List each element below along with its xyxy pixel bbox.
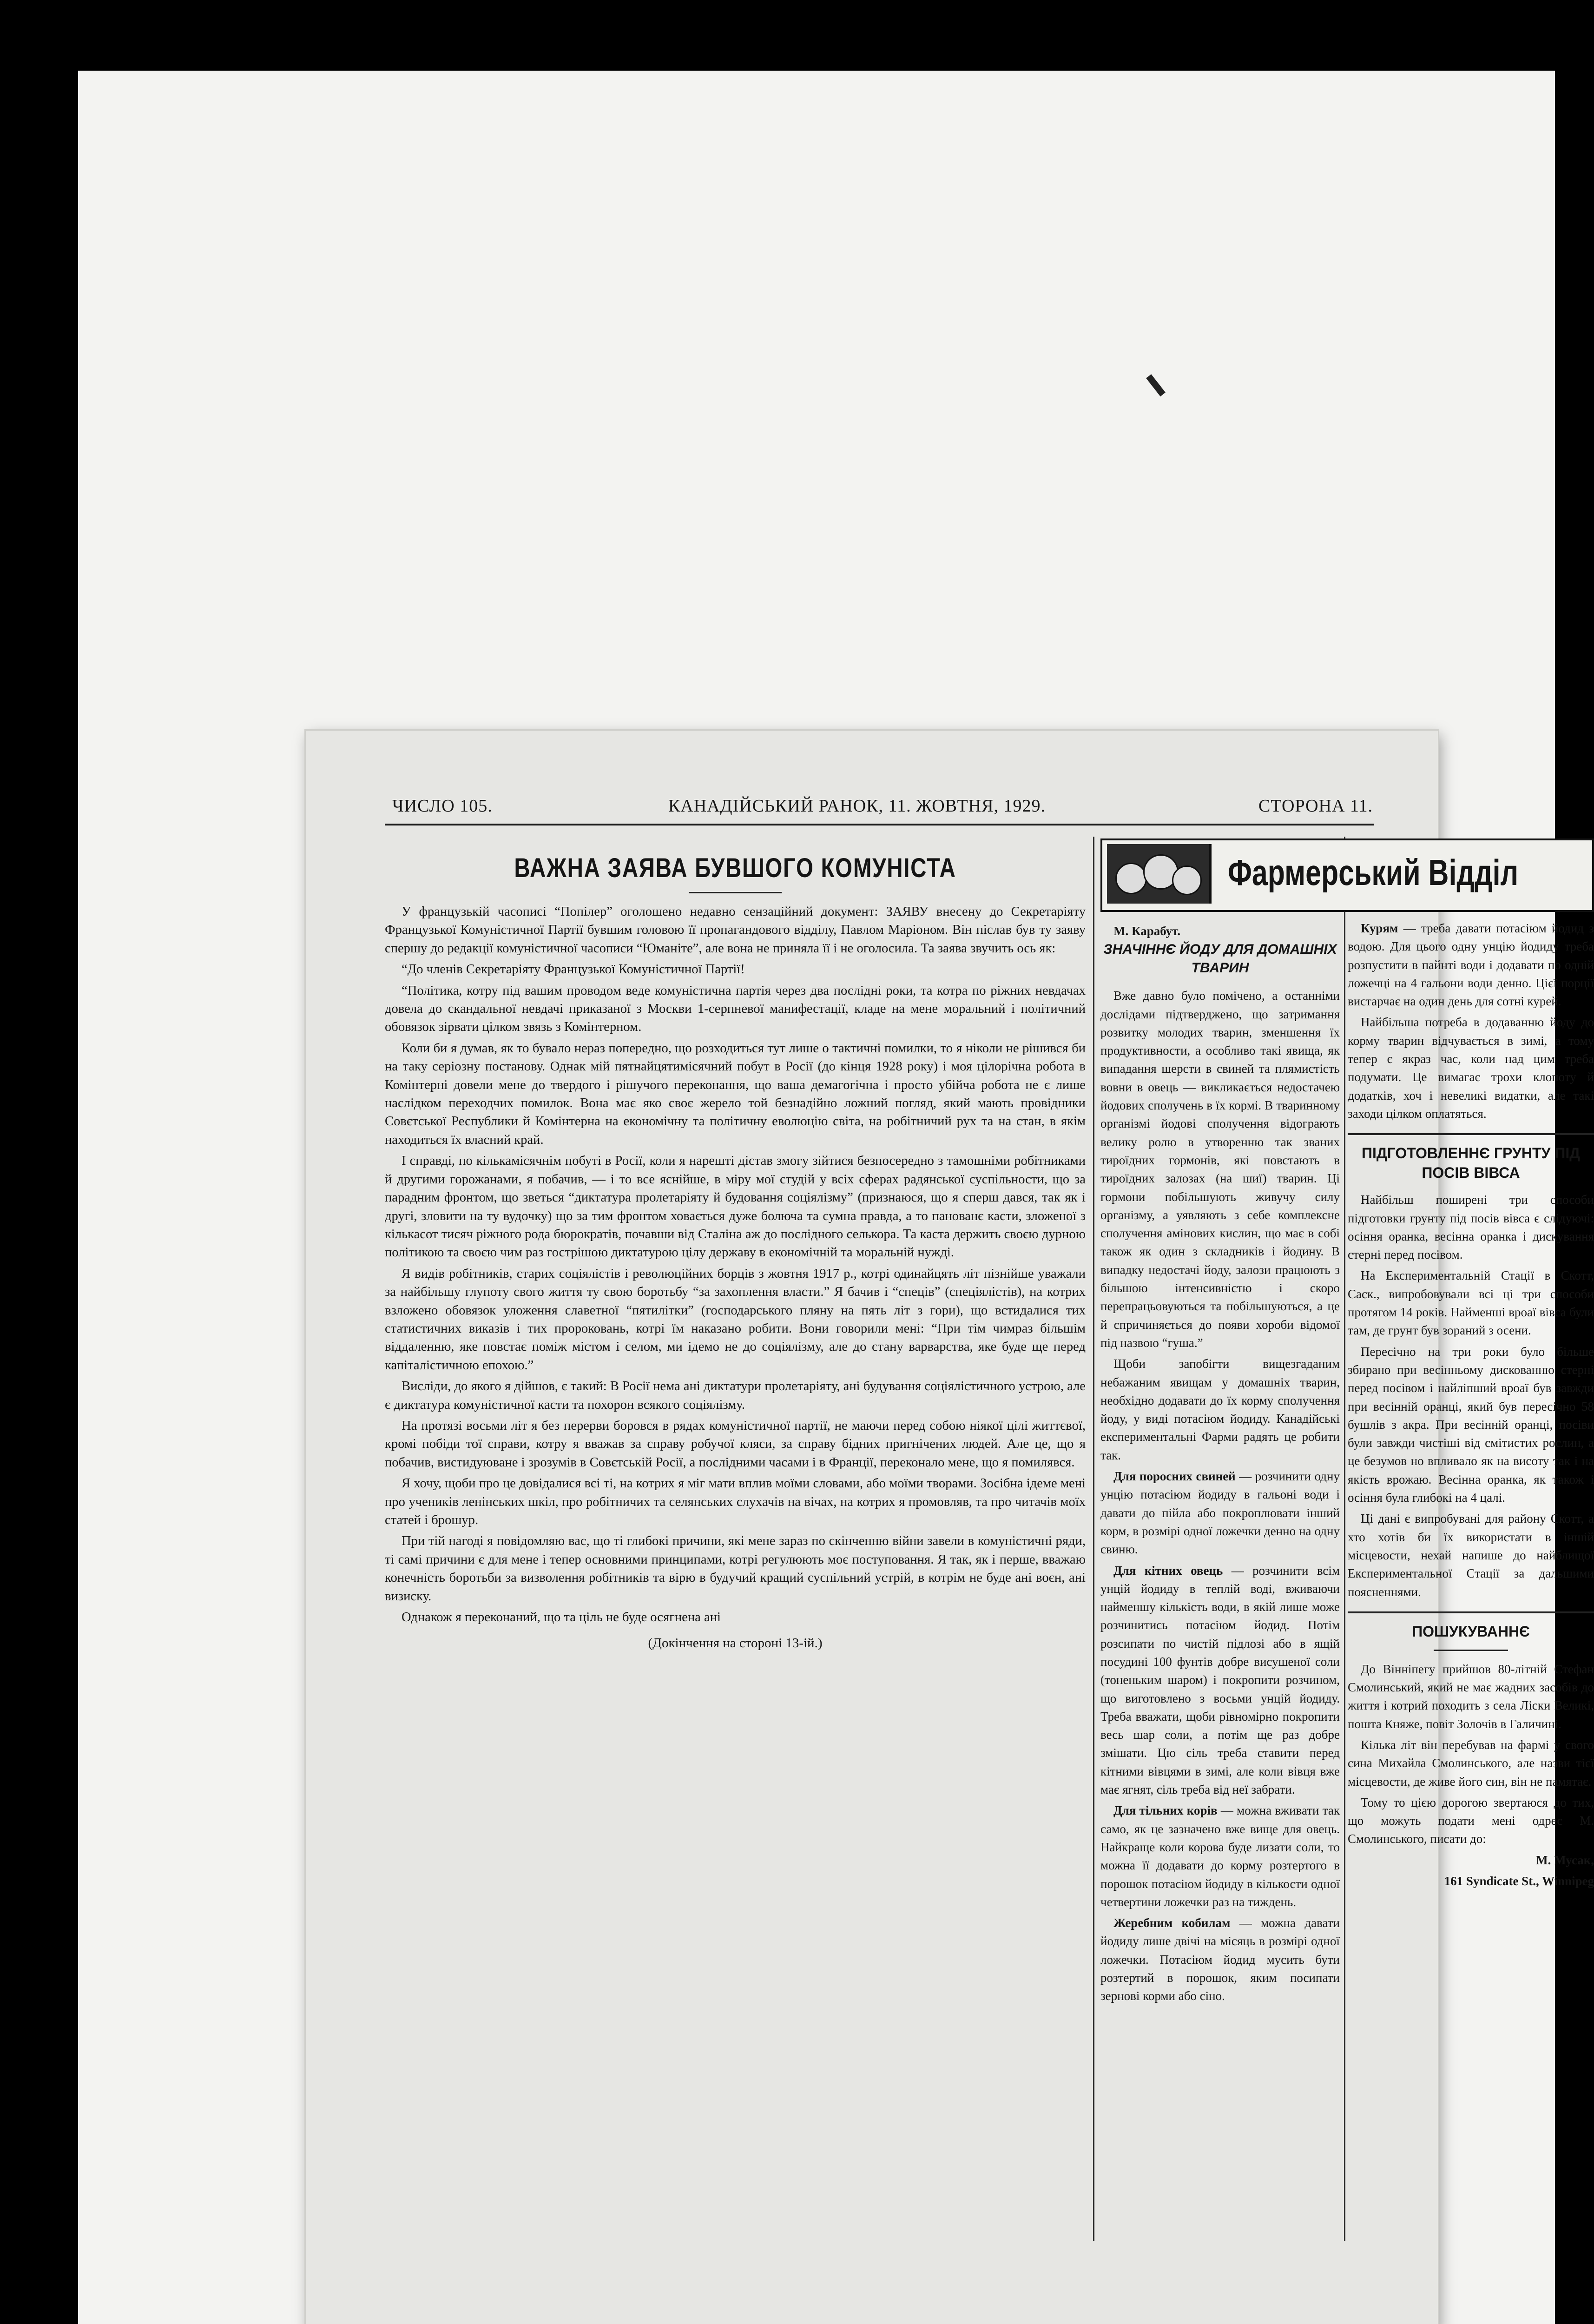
article-paragraph: І справді, по кількамісячнім побуті в Росії, коли я нарешті дістав змогу зійтися безпосередно з тамошніми робітниками й другими горожанами, я побачив, — і то все яснійше, в міру мої студій у всіх сферах радянської суспільности, що за парадним фронтом, що зветься “диктатура пролетаріяту й будовання соціялізму” (признаюся, що я сперш дався, так як і другі, зловити на ту вудочку) що за тим фронтом ховається дуже болюча та сумна правда, а то панованє касти, зложеної з кількасот тисяч ріжного рода бюрократів, почавши від Сталіна аж до послідного селькора. Та каста держить своєю дурною політикою та своєю чим раз гострішою диктатурою цілу державу в економічній та моральній нужді. [385,1154,1086,1260]
main-article [385,837,1086,2234]
headline-rule [689,892,782,893]
column-divider [1093,837,1094,2241]
article-intro: У французькій часописі “Попілер” оголошено недавно сензаційний документ: ЗАЯВУ внесену до Секретаріяту Французької Комуністичної Партії бувшим головою її пропагандового відділу, Павлом Маріоном. Він післав був ту заяву спершу до редакції комуністичної часописи “Юманіте”, але вона не приняла її і не оголосила. Та заява звучить ось як: [385,905,1086,956]
article-salutation: “До членів Секретаріяту Французької Комуністичної Партії! [402,962,745,977]
article-paragraph: Я видів робітників, старих соціялістів і революційних борців з жовтня 1917 р., котрі одинайцять літ пізнійше уважали за найбільшу глупоту свого життя ту свою боротьбу “за захоплення власти.” Я бачив і “спеців” (спеціялістів), на котрих взложено обовязок уложення славетної “пятилітки” (господарського пляну на пять літ з гори), що встидалися тих статистичних виказів і тих пророковань, котрі їм наказано робити. Вони говорили мені: “При тім чимраз більшім віддаленню, яке повстає поміж містом і селом, ми ідемо не до соціялізму, але до стану варварства, яке буде ще перед капіталістичною епохою.” [385,1266,1086,1373]
paper-title-date: КАНАДІЙСЬКИЙ РАНОК, 11. ЖОВТНЯ, 1929. [668,796,1046,816]
article-paragraph: При тій нагоді я повідомляю вас, що ті глибокі причини, які мене зараз по скінченню війни завели в комуністичні ряди, ті самі причини є для мене і тепер основними принципами, котрі регулюють моє поступовання. Я так, як і перше, вважаю конечність боротьби за визволення робітників та вірю в будучий кращий суспільний устрій, в котрім не буде ані воєн, ані визиску. [385,1534,1086,1604]
pigs-label: Для поросних свиней [1113,1469,1236,1484]
article-paragraph: Я хочу, щоби про це довідалися всі ті, на котрих я міг мати вплив моїми словами, або моїми творами. Зосібна ідеме мені про учеників ленінських шкіл, про робітничих та селянських слухачів на вічах, на котрих я промовляв, та про читачів моїх статей і брошур. [385,1476,1086,1527]
article-paragraph: Вже давно було помічено, а останніми дослідами підтверджено, що затримання розвитку молодих тварин, зменшення їх продуктивности, а особливо такі явища, як випадання шерсти в свиней та плямистість вовни в овець — викликається недостачею йодових сполучень в їх кормі. В тваринному організмі йодові сполучення відограють велику ролю в утворенню так званих тироїдних гормонів, які повстають в тироїдних залозах (на шиї) тварин. Ці гормони побільшують живучу силу організму, а уявляють з себе комплексне сполучення амінових кислин, що має в собі також як один з складників і йодину. В випадку недостачі йоду, залози працюють з більшою інтенсивністю і скоро перепрацьовуються та побільшуються, а це й спричиняється до появи хороби відомої під назвою “гуша.” [1100,989,1340,1350]
sheep-paragraph [1100,1562,1340,1799]
mares-paragraph [1100,1914,1340,2005]
section-divider [1348,1133,1594,1135]
mares-label: Жеребним кобилам [1113,1916,1231,1930]
mares-text: — можна давати йодиду лише двічі на місяць в розмірі одної ложечки. Потасіюм йодид мусить бути розтертий в порошок, яким посипати зернові корми або сіно. [1100,1916,1340,2003]
cows-text: — можна вживати так само, як це зазначено вже вище для овець. Найкраще коли корова буде лизати соли, то можна її додавати до корму розтертого в порошок потасіюм йодиду в кількости одної четвертини ложечки раз на тиждень. [1100,1803,1340,1909]
iodine-article-column [1100,919,1340,2234]
signature-address: 161 Syndicate St., Winnipeg [1444,1874,1594,1888]
sheep-label: Для кітних овець [1113,1563,1223,1578]
continuation-note: (Докінчення на стороні 13-ій.) [648,1636,823,1651]
farm-section-title: Фармерський Відділ [1228,852,1519,893]
article-paragraph: “Політика, котру під вашим проводом веде комуністична партія через два послідні роки, та котра по ріжних невдачах довела до скандальної невдачі приказаної з Москви 1-серпневої манифестації, кладе на мене моральний і політичний обовязок зірвати цілком звязь з Комінтерном. [385,983,1086,1035]
oats-paragraph: Ці дані є випробувані для району Скотт, а хто хотів би їх використати в іншій місцевости, нехай напише до найблищої Експериментальної Стації за дальшими поясненнями. [1348,1512,1594,1599]
iodine-article-title: ЗНАЧІННЄ ЙОДУ ДЛЯ ДОМАШНІХ ТВАРИН [1103,942,1337,976]
chickens-text: — треба давати потасіюм йодид з водою. Для цього одну унцію йодиду треба розпустити в пайнті води і додавати по одній ложечці на 4 гальони води денно. Цієї порції вистарчає на один день для сотні курей. [1348,921,1594,1009]
article-headline: ВАЖНА ЗАЯВА БУВШОГО КОМУНІСТА [514,853,956,883]
article-paragraph: Щоби запобігти вищезгаданим небажаним явищам у домашніх тварин, необхідно додавати до їх корму сполучення йоду, у виді потасіюм йодиду. Канадійські експериментальні Фарми радять це робити так. [1100,1357,1340,1462]
article-paragraph: Однакож я переконаний, що та ціль не буде осягнена ані [402,1610,721,1625]
oats-paragraph: Найбільш поширені три способи підготовки грунту під посів вівса є слідуючі: осіння оранка, весінна оранка і дискування стерні перед посівом. [1348,1193,1594,1262]
page-number: СТОРОНА 11. [1258,796,1373,816]
chickens-label: Курям [1361,921,1398,935]
oats-paragraph: Пересічно на три роки було більше збирано при весінньому дискованню стерні перед посівом і найліпший вроаї був завжди при весінній оранці, який був пересічно 58 бушлів з акра. При весінній оранці, посіви були завжди чистіші від смітистих рослин, а це безумов но впливало як на висоту так і на якість врожаю. Весінна оранка, як також і осіння була глибокі на 4 цалі. [1348,1344,1594,1505]
section-divider [1348,1611,1594,1613]
chickens-paragraph [1348,919,1594,1010]
microfilm-frame [78,71,1594,2324]
column-divider [1344,837,1345,2241]
vegetables-illustration [1107,844,1212,904]
pigs-paragraph [1100,1467,1340,1558]
farm-right-column [1348,919,1594,2234]
oats-section-title: ПІДГОТОВЛЕННЄ ГРУНТУ ПІД ПОСІВ ВІВСА [1361,1145,1581,1182]
pigs-text: — розчинити одну унцію потасіюм йодиду в гальоні води і давати до пійла або покроплювати інший корм, в розмірі одної ложечки денно на одну свиню. [1100,1469,1340,1557]
newspaper-page [306,731,1594,2324]
vegetable-icon [1172,865,1202,895]
page-header [306,731,1438,828]
search-paragraph: Кілька літ він перебував на фармі у свого сина Михайла Смолинського, але назви тієї місцевости, де живе його син, він не памятає. [1348,1737,1594,1789]
farm-section-banner [1100,838,1594,912]
issue-number: ЧИСЛО 105. [392,796,493,816]
header-rule [385,824,1374,825]
search-paragraph: До Вінніпегу прийшов 80-літній Стефан Смолинський, який не має жадних засобів до життя і котрий походить з села Ліски Великі, пошта Княже, повіт Золочів в Галичині. [1348,1662,1594,1731]
search-paragraph: Тому то цією дорогою звертаюся до тих, що можуть подати мені одрес М. Смолинського, писати до: [1348,1795,1594,1846]
article-author: М. Карабут. [1113,924,1181,938]
oats-paragraph: На Експериментальній Стації в Скотт, Саск., випробовували всі ці три способи протягом 14 років. Найменші вроаї вівса були там, де грунт був зораний з осени. [1348,1268,1594,1338]
farm-section-banner-wrap [1100,837,1594,919]
vegetable-icon [1115,863,1147,894]
article-paragraph: Висліди, до якого я дійшов, є такий: В Росії нема ані диктатури пролетаріяту, ані будування соціялістичного устрою, але є диктатура комуністичної касти та похорон всякого соціялізму. [385,1379,1086,1412]
signature-name: М. Мусак, [1536,1853,1594,1867]
sheep-text: — розчинити всім унцій йодиду в теплій воді, вживаючи найменшу кількість води, в якій лише може розчинитись потасіюм йодид. Потім розсипати по чистій підлозі або в ящій посудині 100 фунтів добре висушеної соли (тоненьким шаром) і покропити розчином, що виготовлено з восьми унцій йодиду. Треба вважати, щоби рівномірно покропити весь шар соли, а потім ще раз добре змішати. Цю сіль треба ставити перед кітними вівцями в зимі, але коли вівця вже має ягнят, сіль треба від неї забрати. [1100,1563,1340,1797]
title-rule [1434,1650,1508,1651]
film-scratch-mark [1146,374,1166,396]
article-paragraph: Коли би я думав, як то бувало нераз попередно, що розходиться тут лише о тактичні помилки, то я ніколи не рішився би на таку серіозну постанову. Однак мій пятнайцятимісячний побут в Росії (до кінця 1928 року) і моя цілорічна робота в Комінтерні довели мене до твердого і рішучого переконання, що ваша демагогічна і просто убійча робота не є лише наслідком переходчих помилок. Вона має яко своє жерело той безнадійно ложний погляд, який мають провідники Совєтської Республики й Комінтерна на економічну та політичну еволюцію світа, на робітничий рух та на стан, в якім находиться їх власний край. [385,1041,1086,1147]
article-paragraph: Найбільша потреба в додаванню йоду до корму тварин відчувається в зимі, а тому тепер є якраз час, коли над цим треба подумати. Це вимагає трохи клопоту й додатків, хоч і невеликі видатки, але такі заходи цілком оплатяться. [1348,1015,1594,1121]
search-notice-title: ПОШУКУВАННЄ [1412,1623,1530,1640]
cows-label: Для тільних корів [1113,1803,1218,1818]
article-paragraph: На протязі восьми літ я без перерви боровся в рядах комуністичної партії, не маючи перед собою ніякої цілі життєвої, кромі побіди тої справи, котру я вважав за справу робучої кляси, за справу бідних пригнічених людей. Але це, що я побачив, вистидуюване і зрозумів в Совєтській Росії, а послідними часами і в Франції, переконало мене, що я помилявся. [385,1418,1086,1470]
cows-paragraph [1100,1802,1340,1911]
